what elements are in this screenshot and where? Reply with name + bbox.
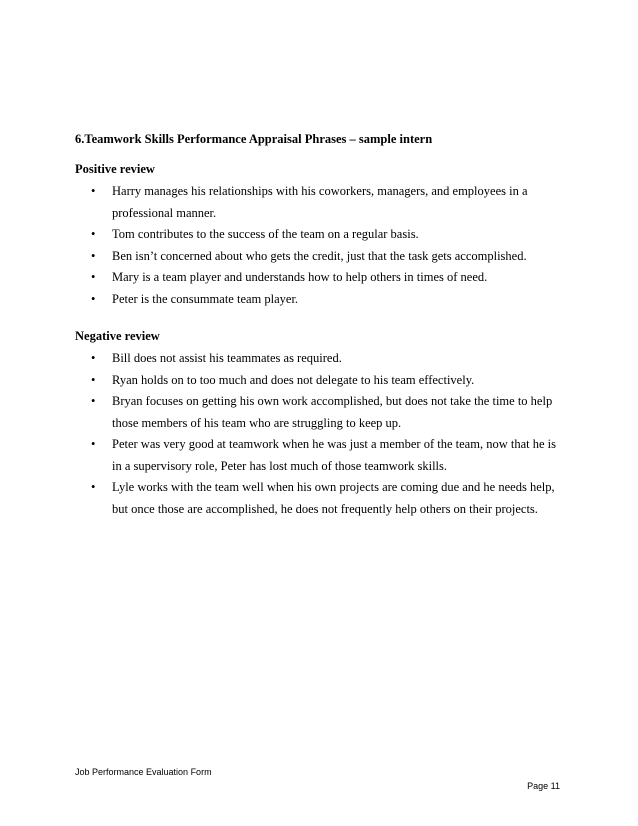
list-item-text: Bill does not assist his teammates as required. [112,351,342,365]
footer-page-number: Page 11 [527,781,560,791]
list-item [75,434,565,477]
list-item [75,289,565,311]
list-item [75,181,565,224]
list-item-text: Lyle works with the team well when his own projects are coming due and he needs help, but once those are accomplished, he does not frequently help others on their projects. [112,480,555,516]
bullet-icon: • [91,248,96,263]
list-item [75,267,565,289]
list-item [75,246,565,268]
list-item-text: Harry manages his relationships with his coworkers, managers, and employees in a professional manner. [112,184,528,220]
document-body [75,131,565,520]
bullet-icon: • [91,270,96,284]
negative-review-list [75,348,565,520]
bullet-icon: • [91,480,96,494]
list-item-text: Peter is the consummate team player. [112,291,299,306]
list-item-text: Tom contributes to the success of the team on a regular basis. [112,227,419,241]
list-item-text: Mary is a team player and understands how to help others in times of need. [112,270,488,284]
negative-review-heading: Negative review [75,329,160,343]
bullet-icon: • [91,184,96,198]
positive-review-list [75,181,565,310]
list-item [75,391,565,434]
list-item-text: Ben isn’t concerned about who gets the credit, just that the task gets accomplished. [112,248,527,263]
footer-form-name: Job Performance Evaluation Form [75,767,212,777]
section-title: 6.Teamwork Skills Performance Appraisal Phrases – sample intern [75,132,433,146]
list-item-text: Ryan holds on to too much and does not delegate to his team effectively. [112,372,475,387]
bullet-icon: • [91,291,96,306]
bullet-icon: • [91,394,96,408]
positive-review-heading: Positive review [75,162,155,176]
list-item [75,224,565,246]
list-item-text: Bryan focuses on getting his own work accomplished, but does not take the time to help those members of his team who are struggling to keep up. [112,394,553,430]
bullet-icon: • [91,437,96,451]
bullet-icon: • [91,227,96,241]
list-item [75,348,565,370]
bullet-icon: • [91,372,96,387]
list-item [75,477,565,520]
bullet-icon: • [91,351,96,365]
list-item-text: Peter was very good at teamwork when he was just a member of the team, now that he is in a supervisory role, Peter has lost much of those teamwork skills. [112,437,556,473]
list-item [75,370,565,392]
